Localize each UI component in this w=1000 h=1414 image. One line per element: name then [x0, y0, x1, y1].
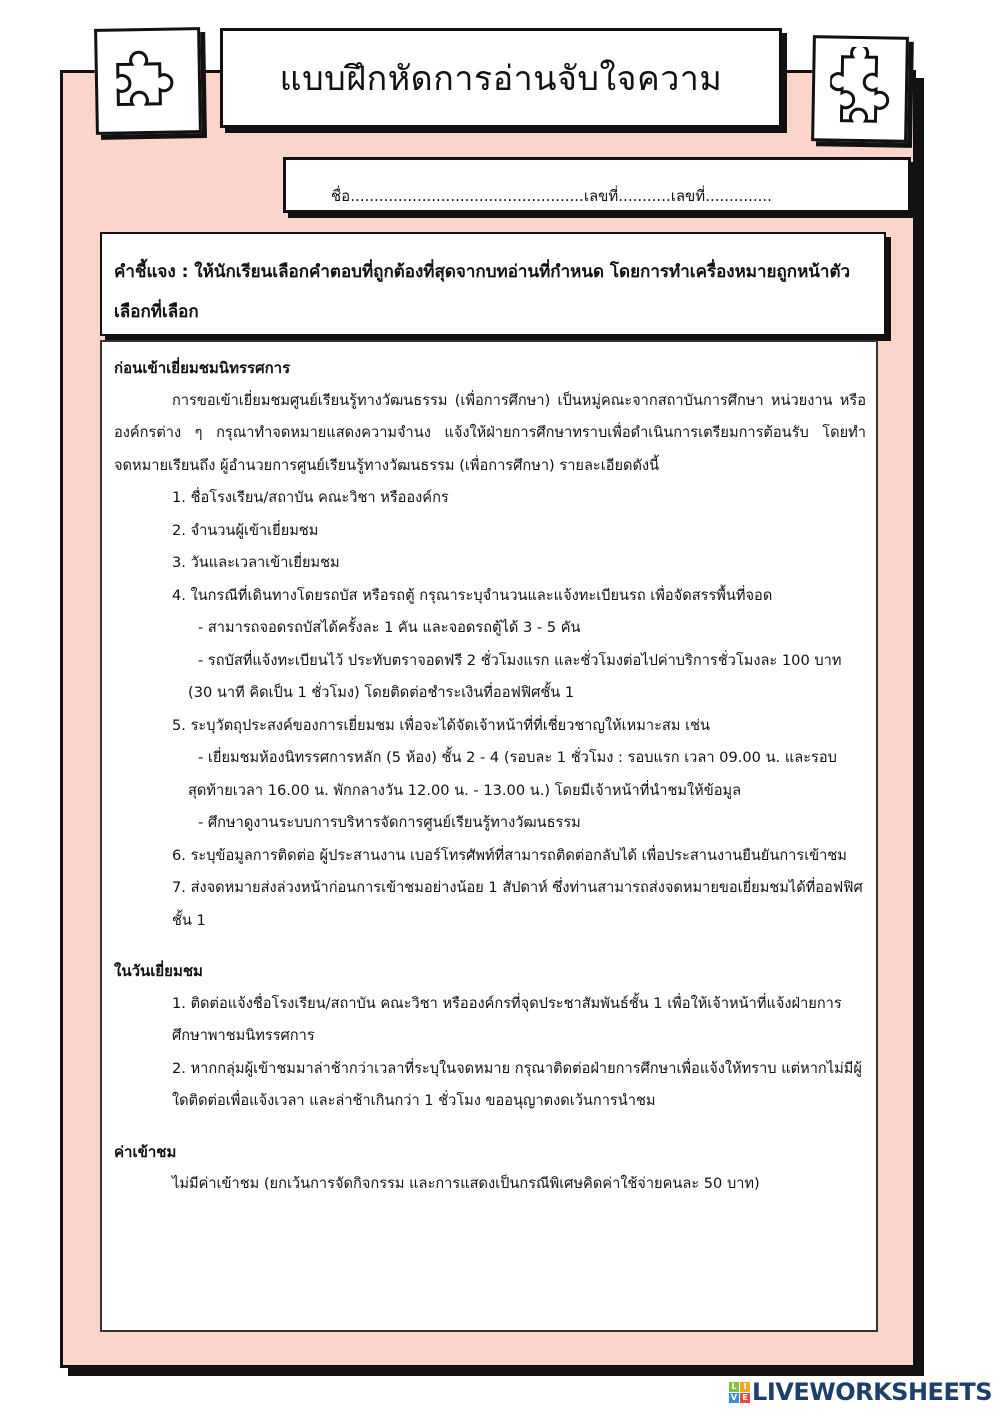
- logo-block: E: [740, 1393, 750, 1403]
- instructions-box: [100, 232, 886, 336]
- fee-text: ไม่มีค่าเข้าชม (ยกเว้นการจัดกิจกรรม และการแสดงเป็นกรณีพิเศษคิดค่าใช้จ่ายคนละ 50 บาท): [172, 1175, 760, 1192]
- logo-text: LIVEWORKSHEETS: [752, 1378, 992, 1406]
- instructions-text: คำชี้แจง : ให้นักเรียนเลือกคำตอบที่ถูกต้องที่สุดจากบทอ่านที่กำหนด โดยการทำเครื่องหมายถูกหน้าตัวเลือกที่เลือก: [114, 262, 851, 322]
- list-item: 3. วันและเวลาเข้าเยี่ยมชม: [172, 554, 340, 571]
- student-info-box: [283, 157, 911, 213]
- intro-paragraph: การขอเข้าเยี่ยมชมศูนย์เรียนรู้ทางวัฒนธรรม (เพื่อการศึกษา) เป็นหมู่คณะจากสถาบันการศึกษา หน่วยงาน หรือองค์กรต่าง ๆ กรุณาทำจดหมายแสดงความจำนง แจ้งให้ฝ่ายการศึกษาทราบเพื่อดำเนินการเตรียมการต้อนรับ โดยทำจดหมายเรียนถึง ผู้อำนวยการศูนย์เรียนรู้ทางวัฒนธรรม (เพื่อการศึกษา) รายละเอียดดังนี้: [114, 391, 866, 474]
- list-item: 1. ติดต่อแจ้งชื่อโรงเรียน/สถาบัน คณะวิชา หรือองค์กรที่จุดประชาสัมพันธ์ชั้น 1 เพื่อให้เจ้าหน้าที่แจ้งฝ่ายการศึกษาพาชมนิทรรศการ: [172, 994, 842, 1044]
- list-item: 2. จำนวนผู้เข้าเยี่ยมชม: [172, 521, 319, 539]
- sub-item: - เยี่ยมชมห้องนิทรรศการหลัก (5 ห้อง) ชั้น 2 - 4 (รอบละ 1 ชั่วโมง : รอบแรก เวลา 09.00 น. และรอบสุดท้ายเวลา 16.00 น. พักกลางวัน 12.00 น. - 13.00 น.) โดยมีเจ้าหน้าที่นำชมให้ข้อมูล: [188, 749, 837, 799]
- liveworksheets-logo: [729, 1378, 992, 1406]
- section-heading-on-day: ในวันเยี่ยมชม: [114, 962, 203, 980]
- list-item: 7. ส่งจดหมายส่งล่วงหน้าก่อนการเข้าชมอย่างน้อย 1 สัปดาห์ ซึ่งท่านสามารถส่งจดหมายขอเยี่ยมชมได้ที่ออฟฟิศชั้น 1: [172, 879, 863, 929]
- list-item: 1. ชื่อโรงเรียน/สถาบัน คณะวิชา หรือองค์กร: [172, 489, 449, 506]
- section-heading-before: ก่อนเข้าเยี่ยมชมนิทรรศการ: [114, 359, 291, 377]
- sub-item: - สามารถจอดรถบัสได้ครั้งละ 1 คัน และจอดรถตู้ได้ 3 - 5 คัน: [198, 619, 581, 636]
- student-name-field[interactable]: ชื่อ.................................................เลขที่...........เลขที่..............: [331, 187, 772, 205]
- sub-item: - ศึกษาดูงานระบบการบริหารจัดการศูนย์เรียนรู้ทางวัฒนธรรม: [198, 814, 581, 831]
- sub-item: - รถบัสที่แจ้งทะเบียนไว้ ประทับตราจอดฟรี 2 ชั่วโมงแรก และชั่วโมงต่อไปค่าบริการชั่วโมงละ 100 บาท (30 นาที คิดเป็น 1 ชั่วโมง) โดยติดต่อชำระเงินที่ออฟฟิศชั้น 1: [188, 651, 842, 701]
- logo-block: I: [740, 1382, 750, 1392]
- list-item: 2. หากกลุ่มผู้เข้าชมมาล่าช้ากว่าเวลาที่ระบุในจดหมาย กรุณาติดต่อฝ่ายการศึกษาเพื่อแจ้งให้ทราบ แต่หากไม่มีผู้ใดติดต่อเพื่อแจ้งเวลา และล่าช้าเกินกว่า 1 ชั่วโมง ขออนุญาตงดเว้นการนำชม: [172, 1059, 862, 1109]
- list-item: 5. ระบุวัตถุประสงค์ของการเยี่ยมชม เพื่อจะได้จัดเจ้าหน้าที่ที่เชี่ยวชาญให้เหมาะสม เช่น: [172, 716, 710, 734]
- section-heading-fee: ค่าเข้าชม: [114, 1142, 177, 1161]
- logo-block: L: [729, 1382, 739, 1392]
- page-title: แบบฝึกหัดการอ่านจับใจความ: [279, 59, 723, 99]
- logo-blocks-icon: [729, 1382, 750, 1403]
- reading-passage: [100, 340, 878, 1332]
- puzzle-piece-icon: [107, 45, 188, 116]
- puzzle-box-left: [94, 27, 202, 135]
- puzzle-piece-icon: [829, 46, 890, 131]
- list-item: 6. ระบุข้อมูลการติดต่อ ผู้ประสานงาน เบอร์โทรศัพท์ที่สามารถติดต่อกลับได้ เพื่อประสานงานยืนยันการเข้าชม: [172, 846, 847, 864]
- puzzle-box-right: [811, 35, 909, 143]
- logo-block: V: [730, 1392, 738, 1402]
- title-box: [220, 28, 782, 128]
- list-item: 4. ในกรณีที่เดินทางโดยรถบัส หรือรถตู้ กรุณาระบุจำนวนและแจ้งทะเบียนรถ เพื่อจัดสรรพื้นที่จอด: [172, 586, 773, 604]
